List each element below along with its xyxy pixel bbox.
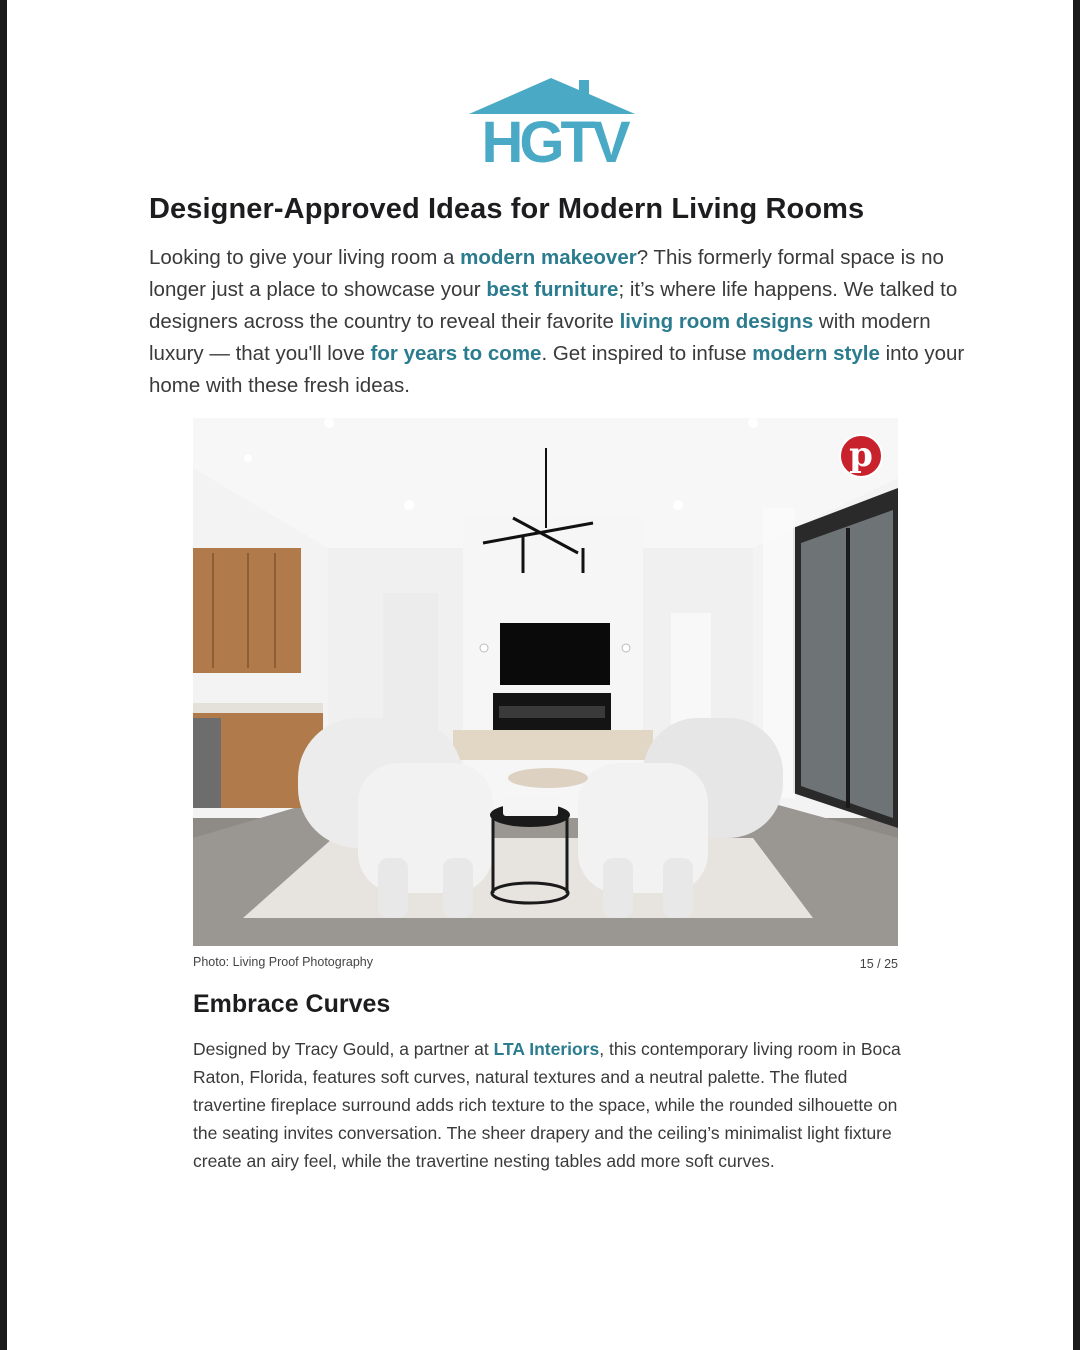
photo-credit: Photo: Living Proof Photography bbox=[193, 955, 373, 969]
pinterest-save-button[interactable] bbox=[839, 434, 883, 478]
slide-photo[interactable] bbox=[193, 418, 898, 946]
link-modern-makeover[interactable]: modern makeover bbox=[460, 246, 637, 269]
intro-text: into your home with these fresh ideas. bbox=[149, 342, 965, 397]
article-title: Designer-Approved Ideas for Modern Living Rooms bbox=[149, 193, 865, 225]
article-page bbox=[7, 0, 1073, 1350]
intro-text: with modern luxury — that you'll love bbox=[149, 310, 931, 365]
logo-roof-icon bbox=[469, 78, 635, 114]
hgtv-logo[interactable] bbox=[467, 76, 642, 166]
link-lta-interiors[interactable]: LTA Interiors bbox=[493, 1039, 600, 1059]
link-living-room-designs[interactable]: living room designs bbox=[619, 310, 814, 333]
living-room-photo bbox=[193, 418, 898, 946]
pinterest-icon: p bbox=[849, 435, 873, 475]
link-for-years-to-come[interactable]: for years to come bbox=[370, 342, 542, 365]
body-text: Designed by Tracy Gould, a partner at bbox=[193, 1039, 494, 1059]
intro-text: ? This formerly formal space is no longer just a place to showcase your bbox=[149, 246, 944, 301]
link-best-furniture[interactable]: best furniture bbox=[486, 278, 619, 301]
slide-counter: 15 / 25 bbox=[859, 957, 898, 971]
intro-text: . Get inspired to infuse bbox=[541, 342, 753, 365]
body-text: , this contemporary living room in Boca Raton, Florida, features soft curves, natural textures and a neutral palette. The fluted travertine fireplace surround adds rich texture to the space, while the rounded silhouette on the seating invites conversation. The sheer drapery and the ceiling’s minimalist light fixture create an airy feel, while the travertine nesting tables add more soft curves. bbox=[193, 1039, 901, 1171]
slide-body bbox=[193, 1035, 913, 1175]
slide-heading: Embrace Curves bbox=[193, 990, 391, 1018]
logo-text: HGTV bbox=[481, 110, 627, 166]
article-intro bbox=[149, 242, 969, 402]
intro-text: ; it’s where life happens. We talked to designers across the country to reveal their favorite bbox=[149, 278, 958, 333]
intro-text: Looking to give your living room a bbox=[149, 246, 461, 269]
hgtv-logo-mark bbox=[467, 76, 642, 166]
link-modern-style[interactable]: modern style bbox=[752, 342, 880, 365]
